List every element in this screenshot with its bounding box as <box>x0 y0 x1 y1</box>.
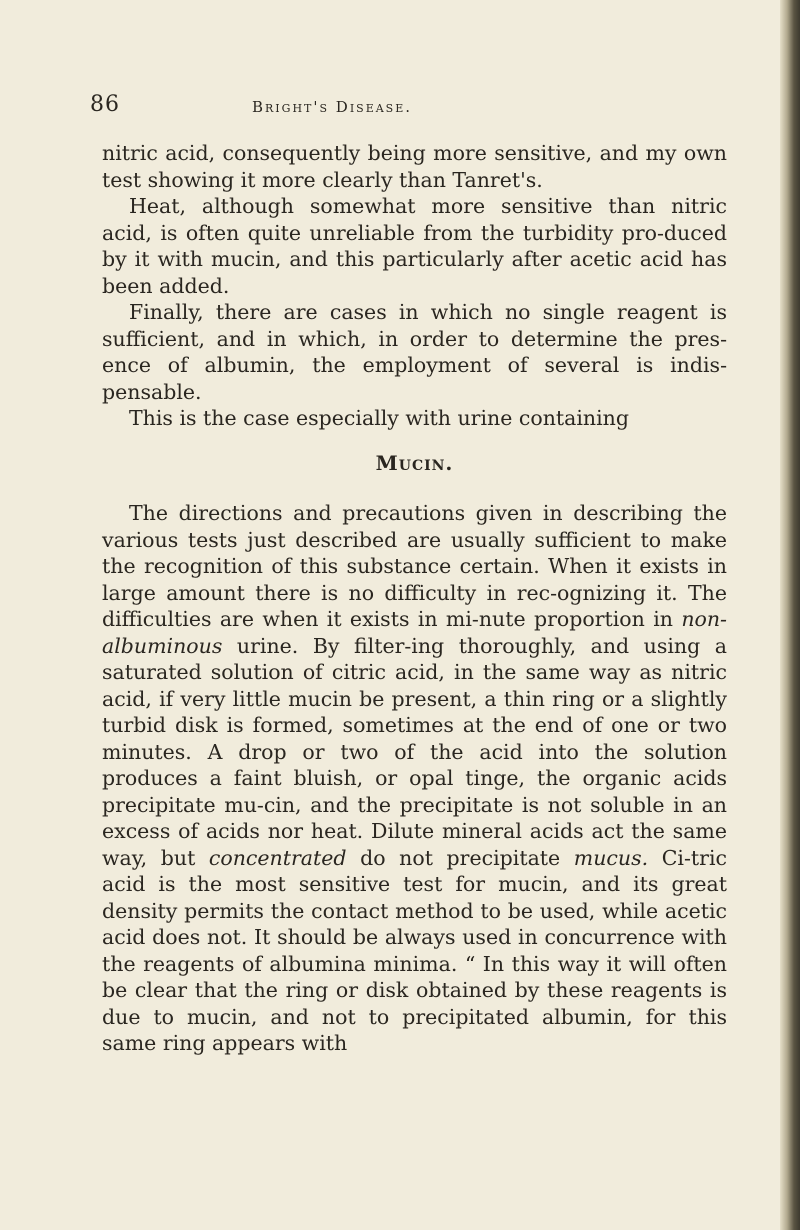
text-run: do not precipitate <box>346 845 574 870</box>
running-head: Bright's Disease. <box>252 98 413 116</box>
section-heading: Mucin. <box>375 451 454 475</box>
paragraph-3: Finally, there are cases in which no single reagent is sufficient, and in which, in order to determine the pres-ence of albumin, the employment of several is indis-pensable. <box>102 300 727 404</box>
paragraph-2: Heat, although somewhat more sensitive than nitric acid, is often quite unreliable from the turbidity pro-duced by it with mucin, and this particularly after acetic acid has been added. <box>102 194 727 298</box>
italic-term: non-albuminous <box>102 607 727 658</box>
text-run: Ci-tric acid is the most sensitive test for mucin, and its great density permits the contact method to be used, while acetic acid does not. It should be always used in concurrence with the reagents of albumina minima. “ In this way it will often be clear that the ring or disk obtained by these reagents is due to mucin, and not to precipitated albumin, for this same ring appears with <box>102 845 727 1055</box>
paragraph-4: This is the case especially with urine containing <box>129 406 629 430</box>
paragraph-mucin <box>102 500 727 1057</box>
italic-term: concentrated <box>208 845 347 870</box>
paragraph-1: nitric acid, consequently being more sensitive, and my own test showing it more clearly than Tanret's. <box>102 141 727 192</box>
text-run: The directions and precautions given in describing the various tests just described are usually sufficient to make the recognition of this substance certain. When it exists in large amount there is no difficulty in rec-ognizing it. The difficulties are when it exists in mi-nute proportion in <box>102 501 727 631</box>
page-edge-shadow <box>780 0 800 1230</box>
text-run: urine. By filter-ing thoroughly, and using a saturated solution of citric acid, in the same way as nitric acid, if very little mucin be present, a thin ring or a slightly turbid disk is formed, sometimes at the end of one or two minutes. A drop or two of the acid into the solution produces a faint bluish, or opal tinge, the organic acids precipitate mu-cin, and the precipitate is not soluble in an excess of acids nor heat. Dilute mineral acids act the same way, but <box>102 633 727 870</box>
body-text-top <box>102 140 727 432</box>
page-number: 86 <box>90 92 120 117</box>
page-header <box>90 92 730 122</box>
italic-term: mucus. <box>573 845 649 870</box>
